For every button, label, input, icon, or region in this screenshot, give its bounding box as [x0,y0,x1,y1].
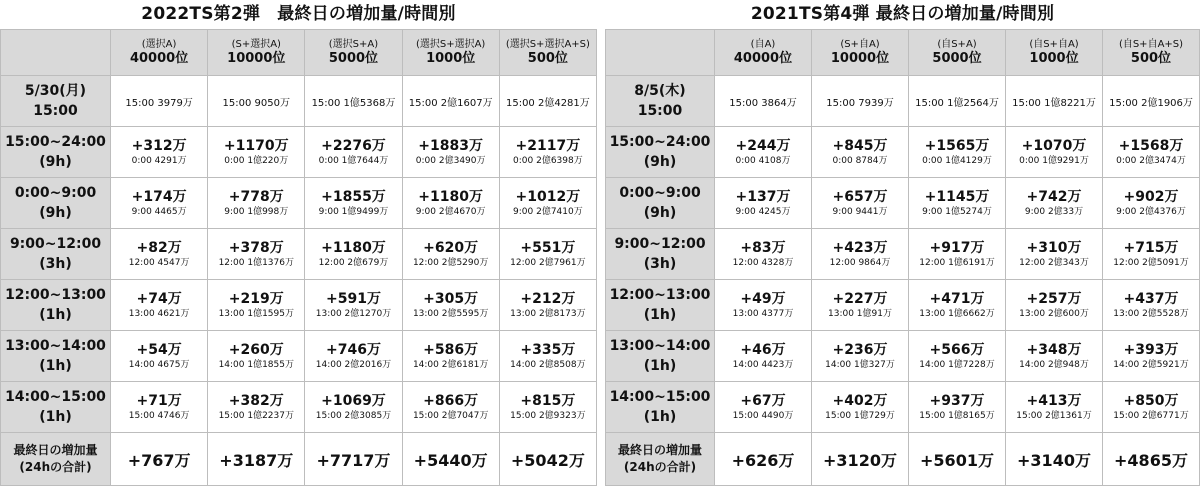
row-label: 13:00~14:00 (1h) [606,331,715,382]
data-cell: +778万 9:00 1億998万 [208,178,305,229]
column-header: (S+選択A) 10000位 [208,30,305,76]
data-cell: +1883万 0:00 2億3490万 [402,127,499,178]
header-row [1,30,597,76]
data-cell: +74万 13:00 4621万 [111,280,208,331]
data-cell: +227万 13:00 1億91万 [812,280,909,331]
data-cell: +174万 9:00 4465万 [111,178,208,229]
data-cell: +866万 15:00 2億7047万 [402,382,499,433]
row-label: 0:00~9:00 (9h) [1,178,111,229]
data-cell: +1170万 0:00 1億220万 [208,127,305,178]
data-cell: +1180万 9:00 2億4670万 [402,178,499,229]
column-header: (選択S+A) 5000位 [305,30,402,76]
start-value: 15:00 2億1607万 [402,76,499,127]
data-cell: +137万 9:00 4245万 [715,178,812,229]
increase-table [605,29,1200,486]
table-row [606,229,1200,280]
column-header: (自S+自A) 1000位 [1006,30,1103,76]
row-label: 14:00~15:00 (1h) [1,382,111,433]
data-cell: +437万 13:00 2億5528万 [1103,280,1200,331]
table-row [1,178,597,229]
table-row [606,280,1200,331]
row-label: 15:00~24:00 (9h) [1,127,111,178]
data-cell: +257万 13:00 2億600万 [1006,280,1103,331]
corner-cell [606,30,715,76]
table-row-total [1,433,597,486]
row-label: 0:00~9:00 (9h) [606,178,715,229]
data-cell: +620万 12:00 2億5290万 [402,229,499,280]
table-row [1,127,597,178]
table-panel-2021 [605,0,1200,486]
table-row [1,331,597,382]
table-row-total [606,433,1200,486]
data-cell: +67万 15:00 4490万 [715,382,812,433]
table-row [1,280,597,331]
data-cell: +244万 0:00 4108万 [715,127,812,178]
data-cell: +2276万 0:00 1億7644万 [305,127,402,178]
start-value: 15:00 3864万 [715,76,812,127]
data-cell: +402万 15:00 1億729万 [812,382,909,433]
data-cell: +917万 12:00 1億6191万 [909,229,1006,280]
table-row [606,382,1200,433]
column-header: (自A) 40000位 [715,30,812,76]
data-cell: +82万 12:00 4547万 [111,229,208,280]
table-row [606,127,1200,178]
data-cell: +236万 14:00 1億327万 [812,331,909,382]
start-value: 15:00 2億1906万 [1103,76,1200,127]
data-cell: +1568万 0:00 2億3474万 [1103,127,1200,178]
table-row-start [1,76,597,127]
data-cell: +49万 13:00 4377万 [715,280,812,331]
table-row [1,382,597,433]
data-cell: +310万 12:00 2億343万 [1006,229,1103,280]
start-value: 15:00 9050万 [208,76,305,127]
data-cell: +845万 0:00 8784万 [812,127,909,178]
data-cell: +382万 15:00 1億2237万 [208,382,305,433]
data-cell: +657万 9:00 9441万 [812,178,909,229]
data-cell: +219万 13:00 1億1595万 [208,280,305,331]
table-panel-2022 [0,0,597,486]
column-header: (S+自A) 10000位 [812,30,909,76]
data-cell: +54万 14:00 4675万 [111,331,208,382]
row-label: 13:00~14:00 (1h) [1,331,111,382]
row-label: 最終日の増加量 (24hの合計) [606,433,715,486]
data-cell: +305万 13:00 2億5595万 [402,280,499,331]
start-value: 15:00 1億8221万 [1006,76,1103,127]
total-value: +5601万 [909,433,1006,486]
total-value: +3140万 [1006,433,1103,486]
row-label: 8/5(木) 15:00 [606,76,715,127]
row-label: 最終日の増加量 (24hの合計) [1,433,111,486]
total-value: +4865万 [1103,433,1200,486]
data-cell: +1069万 15:00 2億3085万 [305,382,402,433]
data-cell: +551万 12:00 2億7961万 [499,229,596,280]
data-cell: +212万 13:00 2億8173万 [499,280,596,331]
start-value: 15:00 1億5368万 [305,76,402,127]
data-cell: +260万 14:00 1億1855万 [208,331,305,382]
row-label: 9:00~12:00 (3h) [1,229,111,280]
total-value: +3120万 [812,433,909,486]
row-label: 9:00~12:00 (3h) [606,229,715,280]
data-cell: +2117万 0:00 2億6398万 [499,127,596,178]
table-row [606,178,1200,229]
total-value: +3187万 [208,433,305,486]
data-cell: +591万 13:00 2億1270万 [305,280,402,331]
data-cell: +423万 12:00 9864万 [812,229,909,280]
data-cell: +1145万 9:00 1億5274万 [909,178,1006,229]
header-row [606,30,1200,76]
data-cell: +1180万 12:00 2億679万 [305,229,402,280]
data-cell: +335万 14:00 2億8508万 [499,331,596,382]
increase-table [0,29,597,486]
total-value: +7717万 [305,433,402,486]
column-header: (自S+自A+S) 500位 [1103,30,1200,76]
total-value: +5042万 [499,433,596,486]
data-cell: +83万 12:00 4328万 [715,229,812,280]
table-row-start [606,76,1200,127]
data-cell: +850万 15:00 2億6771万 [1103,382,1200,433]
column-header: (選択A) 40000位 [111,30,208,76]
start-value: 15:00 1億2564万 [909,76,1006,127]
data-cell: +902万 9:00 2億4376万 [1103,178,1200,229]
table-title: 2021TS第4弾 最終日の増加量/時間別 [750,4,1055,24]
total-value: +767万 [111,433,208,486]
table-row [1,229,597,280]
data-cell: +715万 12:00 2億5091万 [1103,229,1200,280]
data-cell: +586万 14:00 2億6181万 [402,331,499,382]
data-cell: +746万 14:00 2億2016万 [305,331,402,382]
data-cell: +1565万 0:00 1億4129万 [909,127,1006,178]
data-cell: +413万 15:00 2億1361万 [1006,382,1103,433]
row-label: 14:00~15:00 (1h) [606,382,715,433]
total-value: +5440万 [402,433,499,486]
data-cell: +815万 15:00 2億9323万 [499,382,596,433]
data-cell: +46万 14:00 4423万 [715,331,812,382]
data-cell: +312万 0:00 4291万 [111,127,208,178]
row-label: 12:00~13:00 (1h) [606,280,715,331]
corner-cell [1,30,111,76]
data-cell: +471万 13:00 1億6662万 [909,280,1006,331]
row-label: 12:00~13:00 (1h) [1,280,111,331]
column-header: (選択S+選択A) 1000位 [402,30,499,76]
data-cell: +393万 14:00 2億5921万 [1103,331,1200,382]
table-title: 2022TS第2弾 最終日の増加量/時間別 [141,4,456,24]
start-value: 15:00 2億4281万 [499,76,596,127]
start-value: 15:00 7939万 [812,76,909,127]
data-cell: +566万 14:00 1億7228万 [909,331,1006,382]
data-cell: +937万 15:00 1億8165万 [909,382,1006,433]
table-row [606,331,1200,382]
data-cell: +71万 15:00 4746万 [111,382,208,433]
data-cell: +742万 9:00 2億33万 [1006,178,1103,229]
row-label: 5/30(月) 15:00 [1,76,111,127]
row-label: 15:00~24:00 (9h) [606,127,715,178]
data-cell: +378万 12:00 1億1376万 [208,229,305,280]
start-value: 15:00 3979万 [111,76,208,127]
column-header: (自S+A) 5000位 [909,30,1006,76]
data-cell: +1012万 9:00 2億7410万 [499,178,596,229]
data-cell: +1070万 0:00 1億9291万 [1006,127,1103,178]
data-cell: +348万 14:00 2億948万 [1006,331,1103,382]
data-cell: +1855万 9:00 1億9499万 [305,178,402,229]
total-value: +626万 [715,433,812,486]
column-header: (選択S+選択A+S) 500位 [499,30,596,76]
